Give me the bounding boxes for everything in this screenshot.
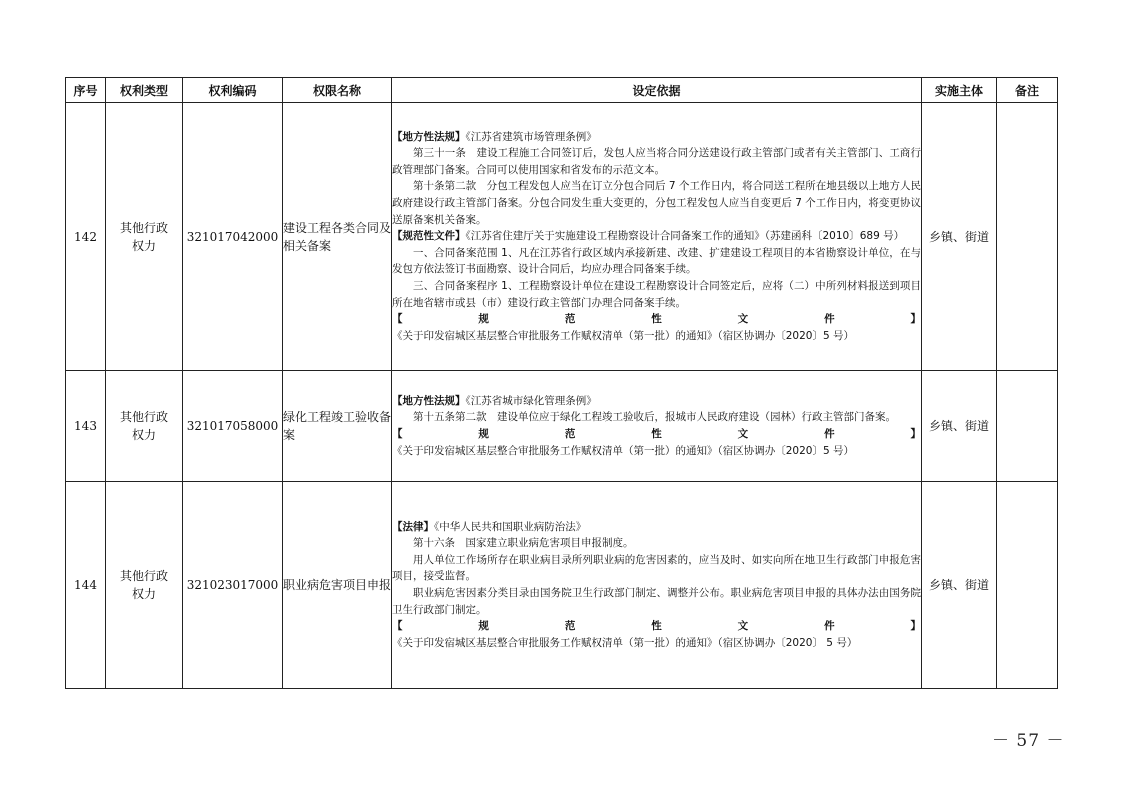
basis-para: 职业病危害因素分类目录由国务院卫生行政部门制定、调整并公布。职业病危害项目申报的具体办法由国务院卫生行政部门制定。 bbox=[392, 587, 921, 616]
table-row bbox=[66, 371, 1058, 482]
table-row bbox=[66, 482, 1058, 689]
header-name: 权限名称 bbox=[283, 78, 392, 103]
cell-code: 321023017000 bbox=[183, 482, 283, 689]
page-number: － 57 － bbox=[992, 731, 1065, 751]
basis-para: 第十六条 国家建立职业病危害项目申报制度。 bbox=[413, 537, 634, 550]
table-row bbox=[66, 103, 1058, 371]
basis-para: 【地方性法规】《江苏省建筑市场管理条例》 bbox=[392, 130, 597, 143]
basis-para: 一、合同备案范围 1、凡在江苏省行政区域内承接新建、改建、扩建建设工程项目的本省勘察设计单位，在与发包方依法签订书面勘察、设计合同后，均应办理合同备案手续。 bbox=[392, 246, 921, 276]
header-remark: 备注 bbox=[997, 78, 1058, 103]
cell-basis bbox=[392, 371, 922, 482]
cell-remark bbox=[997, 103, 1058, 371]
basis-para: 第十五条第二款 建设单位应于绿化工程竣工验收后，报城市人民政府建设（园林）行政主管部门备案。 bbox=[413, 411, 896, 424]
cell-name: 绿化工程竣工验收备案 bbox=[283, 371, 392, 482]
cell-remark bbox=[997, 482, 1058, 689]
cell-type: 其他行政权力 bbox=[106, 482, 183, 689]
basis-para: 【地方性法规】《江苏省城市绿化管理条例》 bbox=[392, 394, 597, 407]
cell-subject: 乡镇、街道 bbox=[922, 103, 997, 371]
cell-type: 其他行政权力 bbox=[106, 371, 183, 482]
header-subject: 实施主体 bbox=[922, 78, 997, 103]
cell-basis bbox=[392, 103, 922, 371]
cell-seq: 143 bbox=[66, 371, 106, 482]
header-code: 权利编码 bbox=[183, 78, 283, 103]
cell-subject: 乡镇、街道 bbox=[922, 371, 997, 482]
cell-code: 321017058000 bbox=[183, 371, 283, 482]
cell-type: 其他行政权力 bbox=[106, 103, 183, 371]
header-type: 权利类型 bbox=[106, 78, 183, 103]
basis-para: 第十条第二款 分包工程发包人应当在订立分包合同后 7 个工作日内，将合同送工程所在地县级以上地方人民政府建设行政主管部门备案。分包合同发生重大变更的，分包工程发包人应当自变更后 7 个工作日内，将变更协议送原备案机关备案。 bbox=[392, 180, 921, 226]
basis-para: 【法律】《中华人民共和国职业病防治法》 bbox=[392, 520, 587, 533]
basis-para: 三、合同备案程序 1、工程勘察设计单位在建设工程勘察设计合同签定后，应将（二）中所列材料报送到项目所在地省辖市或县（市）建设行政主管部门办理合同备案手续。 bbox=[392, 279, 921, 309]
cell-subject: 乡镇、街道 bbox=[922, 482, 997, 689]
cell-seq: 144 bbox=[66, 482, 106, 689]
cell-seq: 142 bbox=[66, 103, 106, 371]
authority-table bbox=[65, 77, 1058, 689]
header-seq: 序号 bbox=[66, 78, 106, 103]
cell-code: 321017042000 bbox=[183, 103, 283, 371]
cell-name: 建设工程各类合同及相关备案 bbox=[283, 103, 392, 371]
basis-para: 第三十一条 建设工程施工合同签订后，发包人应当将合同分送建设行政主管部门或者有关主管部门、工商行政管理部门备案。合同可以使用国家和省发布的示范文本。 bbox=[392, 147, 921, 176]
table-header-row bbox=[66, 78, 1058, 103]
basis-para: 【规范性文件】《关于印发宿城区基层整合审批服务工作赋权清单（第一批）的通知》（宿区协调办〔2020〕5 号） bbox=[392, 428, 921, 457]
cell-name: 职业病危害项目申报 bbox=[283, 482, 392, 689]
basis-para: 【规范性文件】《关于印发宿城区基层整合审批服务工作赋权清单（第一批）的通知》（宿区协调办〔2020〕 5 号） bbox=[392, 620, 921, 649]
basis-para: 【规范性文件】《江苏省住建厅关于实施建设工程勘察设计合同备案工作的通知》（苏建函科〔2010〕689 号） bbox=[392, 230, 905, 243]
basis-para: 【规范性文件】《关于印发宿城区基层整合审批服务工作赋权清单（第一批）的通知》（宿区协调办〔2020〕5 号） bbox=[392, 313, 921, 342]
header-basis: 设定依据 bbox=[392, 78, 922, 103]
cell-remark bbox=[997, 371, 1058, 482]
basis-para: 用人单位工作场所存在职业病目录所列职业病的危害因素的，应当及时、如实向所在地卫生行政部门申报危害项目，接受监督。 bbox=[392, 553, 921, 583]
cell-basis bbox=[392, 482, 922, 689]
